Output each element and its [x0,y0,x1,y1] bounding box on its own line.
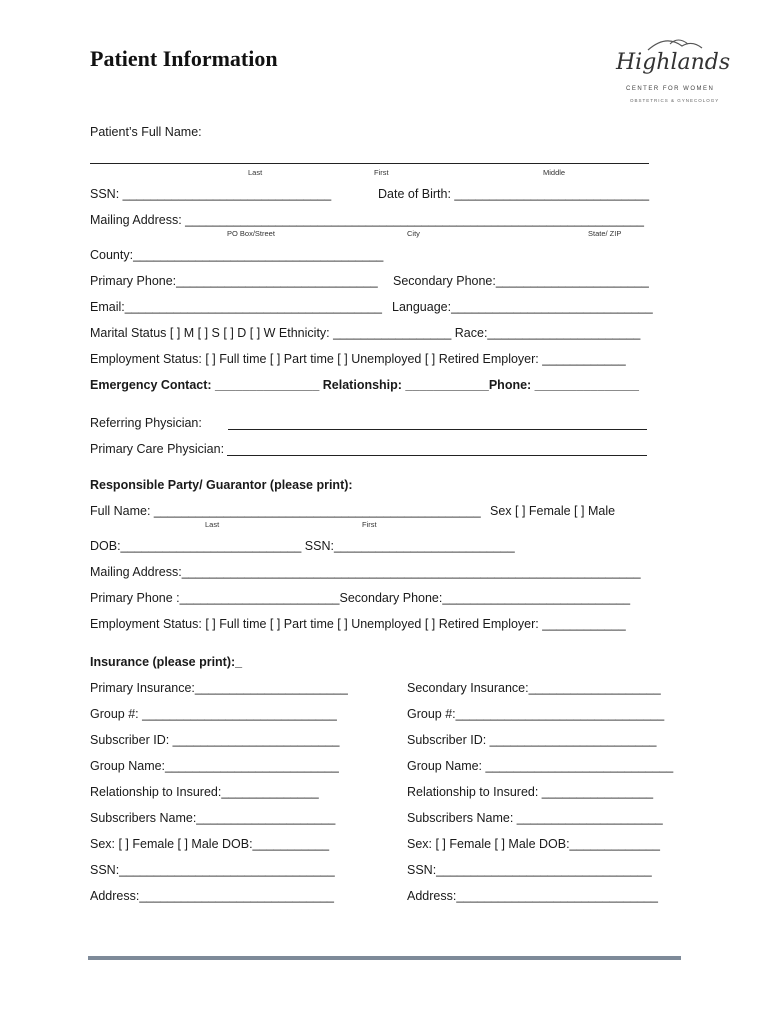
logo-subtagline: OBSTETRICS & GYNECOLOGY [630,98,720,103]
secondary-relationship-field[interactable]: Relationship to Insured: ________________ [407,785,654,799]
guarantor-full-name-field[interactable]: Full Name: _______________________________________________ [90,504,481,518]
primary-group-number-field[interactable]: Group #: ____________________________ [90,707,337,721]
secondary-group-name-field[interactable]: Group Name: ___________________________ [407,759,674,773]
guarantor-sex-field[interactable]: Sex [ ] Female [ ] Male [490,504,616,518]
state-zip-label: State/ ZIP [588,229,622,238]
primary-subscriber-name-field[interactable]: Subscribers Name:____________________ [90,811,336,825]
primary-relationship-field[interactable]: Relationship to Insured:______________ [90,785,319,799]
guarantor-first-label: First [362,520,377,529]
county-field[interactable]: County:____________________________________ [90,248,384,262]
guarantor-dob-ssn-row[interactable]: DOB:__________________________ SSN:__________________________ [90,539,515,553]
guarantor-employment-row[interactable]: Employment Status: [ ] Full time [ ] Part time [ ] Unemployed [ ] Retired Employer: ____________ [90,617,626,631]
primary-address-field[interactable]: Address:____________________________ [90,889,334,903]
secondary-insurance-field[interactable]: Secondary Insurance:___________________ [407,681,661,695]
secondary-group-number-field[interactable]: Group #:______________________________ [407,707,665,721]
last-label: Last [248,168,263,177]
email-field[interactable]: Email:_____________________________________ [90,300,382,314]
guarantor-last-label: Last [205,520,220,529]
guarantor-phones-row[interactable]: Primary Phone :_______________________Secondary Phone:___________________________ [90,591,631,605]
primary-ssn-field[interactable]: SSN:_______________________________ [90,863,335,877]
primary-care-physician-line[interactable] [227,455,647,456]
primary-care-physician-label: Primary Care Physician: [90,442,225,456]
insurance-heading: Insurance (please print):_ [90,655,243,669]
language-field[interactable]: Language:_____________________________ [392,300,653,314]
ssn-field[interactable]: SSN: ______________________________ [90,187,332,201]
full-name-label: Patient’s Full Name: [90,125,202,139]
secondary-subscriber-id-field[interactable]: Subscriber ID: ________________________ [407,733,657,747]
full-name-line[interactable] [90,163,649,164]
secondary-ssn-field[interactable]: SSN:_______________________________ [407,863,652,877]
secondary-address-field[interactable]: Address:_____________________________ [407,889,658,903]
guarantor-heading: Responsible Party/ Guarantor (please print): [90,478,353,492]
secondary-sex-dob-field[interactable]: Sex: [ ] Female [ ] Male DOB:_____________ [407,837,660,851]
first-label: First [374,168,389,177]
highlands-logo [610,36,730,112]
primary-subscriber-id-field[interactable]: Subscriber ID: ________________________ [90,733,340,747]
referring-physician-label: Referring Physician: [90,416,202,430]
dob-field[interactable]: Date of Birth: ____________________________ [378,187,650,201]
employment-status-row[interactable]: Employment Status: [ ] Full time [ ] Part time [ ] Unemployed [ ] Retired Employer: ____________ [90,352,626,366]
city-label: City [407,229,420,238]
primary-group-name-field[interactable]: Group Name:_________________________ [90,759,339,773]
referring-physician-line[interactable] [228,429,647,430]
guarantor-mailing-address-field[interactable]: Mailing Address:__________________________________________________________________ [90,565,641,579]
primary-phone-field[interactable]: Primary Phone:_____________________________ [90,274,378,288]
secondary-phone-field[interactable]: Secondary Phone:______________________ [393,274,649,288]
logo-tagline: CENTER FOR WOMEN [626,86,715,92]
po-box-label: PO Box/Street [227,229,275,238]
secondary-subscriber-name-field[interactable]: Subscribers Name: _____________________ [407,811,663,825]
middle-label: Middle [543,168,566,177]
primary-insurance-field[interactable]: Primary Insurance:______________________ [90,681,348,695]
mailing-address-field[interactable]: Mailing Address: __________________________________________________________________ [90,213,645,227]
logo-wordmark: Highlands [616,50,731,75]
emergency-contact-row[interactable]: Emergency Contact: _______________ Relationship: ____________Phone: _______________ [90,378,639,392]
primary-sex-dob-field[interactable]: Sex: [ ] Female [ ] Male DOB:___________ [90,837,330,851]
footer-rule [88,956,681,960]
marital-status-row[interactable]: Marital Status [ ] M [ ] S [ ] D [ ] W Ethnicity: _________________ Race:______________________ [90,326,641,340]
page-title: Patient Information [90,46,278,71]
